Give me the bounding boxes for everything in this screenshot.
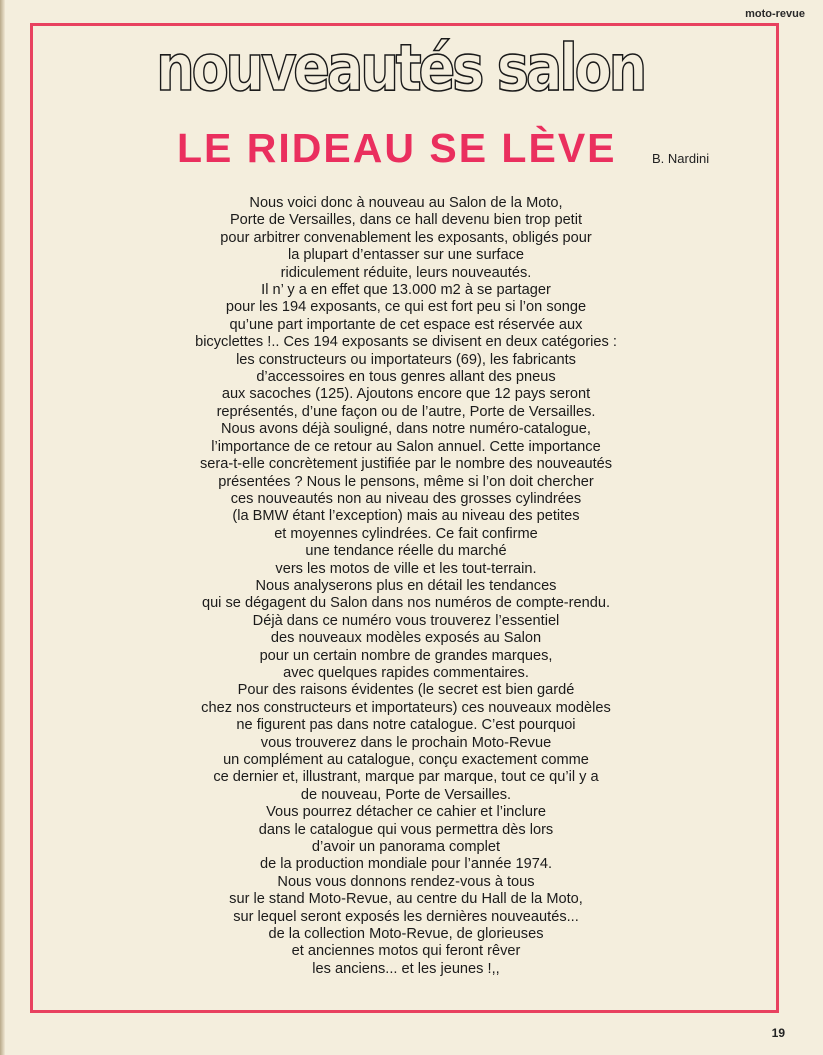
article-line: Nous voici donc à nouveau au Salon de la Moto, — [249, 195, 563, 211]
article-line: sur lequel seront exposés les dernières nouveautés... — [233, 908, 579, 925]
article-line: de nouveau, Porte de Versailles. — [300, 786, 512, 803]
page-number: 19 — [771, 1026, 785, 1040]
article-line: de la collection Moto-Revue, de glorieuses — [268, 926, 544, 943]
article-line: dans le catalogue qui vous permettra dès lors — [258, 821, 554, 838]
article-line: chez nos constructeurs et importateurs) ces nouveaux modèles — [201, 699, 611, 716]
article-line: pour les 194 exposants, ce qui est fort peu si l’on songe — [225, 299, 587, 316]
article-line: d’accessoires en tous genres allant des pneus — [256, 369, 556, 386]
article-line: pour un certain nombre de grandes marques, — [259, 647, 553, 664]
article-line: et anciennes motos qui feront rêver — [291, 943, 521, 960]
page-edge — [0, 0, 5, 1055]
article-line: Il n’ y a en effet que 13.000 m2 à se partager — [261, 282, 551, 299]
article-line: Vous pourrez détacher ce cahier et l’inclure — [266, 804, 546, 821]
article-line: ce dernier et, illustrant, marque par marque, tout ce qu’il y a — [213, 769, 599, 786]
article-line: des nouveaux modèles exposés au Salon — [270, 630, 542, 647]
article-line: qu’une part importante de cet espace est réservée aux — [229, 316, 583, 333]
article-line: Déjà dans ce numéro vous trouverez l’essentiel — [252, 612, 560, 629]
article-line: une tendance réelle du marché — [305, 543, 507, 560]
article-line: présentées ? Nous le pensons, même si l’on doit chercher — [218, 473, 594, 490]
article-line: bicyclettes !.. Ces 194 exposants se divisent en deux catégories : — [195, 334, 617, 351]
article-line: sur le stand Moto-Revue, au centre du Hall de la Moto, — [229, 891, 583, 908]
article-line: et moyennes cylindrées. Ce fait confirme — [274, 525, 538, 542]
article-line: pour arbitrer convenablement les exposants, obligés pour — [220, 229, 592, 246]
article-line: les anciens... et les jeunes !,, — [312, 960, 500, 977]
article-line: sera-t-elle concrètement justifiée par le nombre des nouveautés — [199, 456, 613, 473]
article-line: un complément au catalogue, conçu exactement comme — [223, 752, 589, 768]
article-line: aux sacoches (125). Ajoutons encore que 12 pays seront — [221, 386, 591, 403]
article-line: les constructeurs ou importateurs (69), les fabricants — [236, 351, 576, 368]
article-headline: LE RIDEAU SE LÈVE — [177, 125, 617, 171]
section-banner — [150, 32, 650, 110]
article-line: Nous vous donnons rendez-vous à tous — [277, 873, 535, 890]
article-line: ne figurent pas dans notre catalogue. C’est pourquoi — [236, 717, 576, 734]
article-line: Nous avons déjà souligné, dans notre numéro-catalogue, — [221, 421, 591, 438]
article-line: d’avoir un panorama complet — [311, 839, 501, 856]
article-line: vous trouverez dans le prochain Moto-Revue — [260, 734, 552, 751]
article-line: avec quelques rapides commentaires. — [283, 664, 529, 681]
article-line: vers les motos de ville et les tout-terrain. — [275, 560, 537, 577]
section-banner-title: nouveautés salon — [156, 32, 644, 106]
article-author: B. Nardini — [652, 151, 710, 166]
article-line: de la production mondiale pour l’année 1974. — [259, 856, 553, 873]
magazine-name: moto-revue — [745, 8, 805, 20]
article-line: représentés, d’une façon ou de l’autre, Porte de Versailles. — [216, 403, 596, 420]
article-line: Nous analyserons plus en détail les tendances — [255, 577, 557, 594]
article-line: ces nouveautés non au niveau des grosses cylindrées — [230, 490, 582, 507]
article-line: (la BMW étant l’exception) mais au niveau des petites — [232, 508, 580, 525]
article-line: ridiculement réduite, leurs nouveautés. — [280, 264, 532, 281]
article-line: Porte de Versailles, dans ce hall devenu bien trop petit — [229, 212, 583, 229]
article-line: qui se dégagent du Salon dans nos numéros de compte-rendu. — [201, 595, 611, 612]
article-line: Pour des raisons évidentes (le secret est bien gardé — [237, 682, 575, 699]
article-line: la plupart d’entasser sur une surface — [287, 247, 525, 264]
article-line: l’importance de ce retour au Salon annuel. Cette importance — [211, 438, 601, 455]
article-body — [36, 195, 776, 978]
